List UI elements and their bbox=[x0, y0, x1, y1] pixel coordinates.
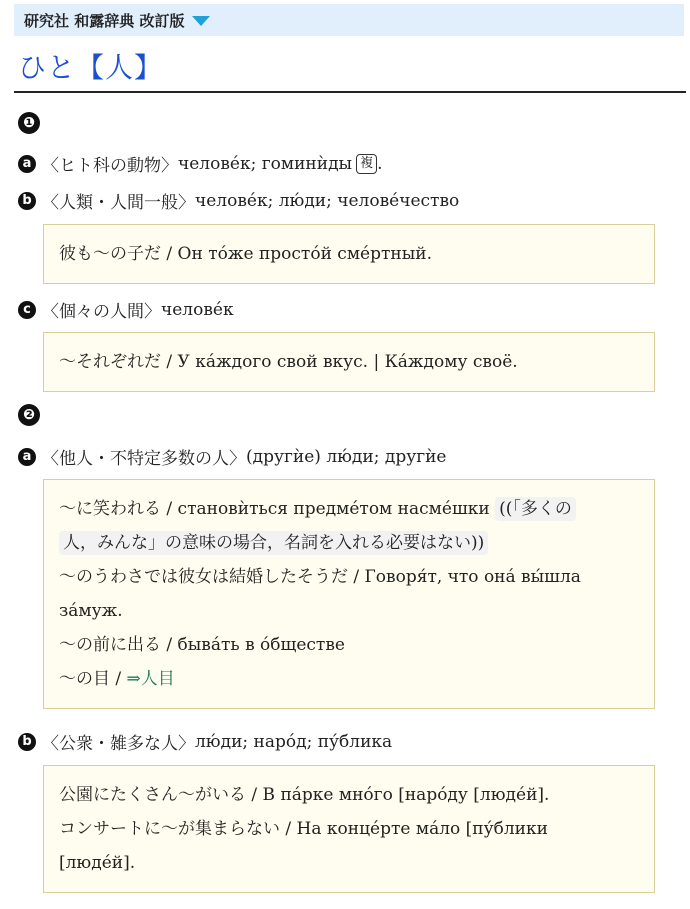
example-line: 〜それぞれだ / У кáждого свой вкус. | Кáждому своё. bbox=[59, 352, 518, 372]
example-jp: 〜のうわさでは彼女は結婚したそうだ bbox=[59, 567, 348, 587]
example-line bbox=[59, 594, 639, 628]
subsense-translation: человéк bbox=[161, 299, 234, 320]
subsense-1a bbox=[18, 151, 383, 176]
usage-note: ((「多くの bbox=[495, 497, 576, 521]
subsense-label: 〈他人・不特定多数の人〉 bbox=[42, 449, 246, 469]
subsense-translation: (другѝе) лю́ди; другѝе bbox=[246, 446, 447, 467]
sense-number: ❶ bbox=[18, 112, 40, 134]
plural-tag: 複 bbox=[356, 154, 377, 174]
subsense-label: 〈人類・人間一般〉 bbox=[42, 193, 195, 213]
subsense-1b bbox=[18, 188, 459, 213]
example-line: 〜に笑われる / становѝться предмéтом насмéшки ((「多くの bbox=[59, 492, 639, 526]
example-box bbox=[43, 332, 655, 392]
example-line: 〜のうわさでは彼女は結婚したそうだ / Говоря́т, что онá вы́шла bbox=[59, 567, 581, 587]
subsense-letter: b bbox=[18, 192, 36, 210]
headword: ひと【人】 bbox=[18, 51, 164, 84]
subsense-letter: c bbox=[18, 301, 36, 319]
example-jp: 公園にたくさん〜がいる bbox=[59, 785, 246, 805]
dropdown-caret-icon[interactable] bbox=[192, 16, 210, 26]
example-jp: 〜に笑われる bbox=[59, 499, 161, 519]
example-ru: На концéрте мáло [пу́блики bbox=[296, 819, 548, 839]
subsense-letter: a bbox=[18, 448, 36, 466]
example-ru: Говоря́т, что онá вы́шла bbox=[364, 567, 581, 587]
subsense-label: 〈個々の人間〉 bbox=[42, 302, 161, 322]
example-ru: В пáрке мнóго [нарóду [людéй]. bbox=[262, 785, 550, 805]
example-line bbox=[59, 846, 639, 880]
dictionary-header[interactable] bbox=[14, 4, 684, 36]
example-jp: 〜の前に出る bbox=[59, 635, 161, 655]
example-ru: У кáждого свой вкус. | Кáждому своё. bbox=[177, 352, 518, 372]
example-box bbox=[43, 224, 655, 284]
example-box bbox=[43, 479, 655, 709]
subsense-translation: человéк; лю́ди; человéчество bbox=[195, 190, 460, 211]
example-ru: бывáть в óбществе bbox=[177, 635, 345, 655]
subsense-label: 〈公衆・雑多な人〉 bbox=[42, 734, 195, 754]
dictionary-title: 研究社 和露辞典 改訂版 bbox=[24, 11, 185, 30]
divider bbox=[14, 91, 686, 93]
cross-reference-link[interactable]: ⇒人目 bbox=[126, 669, 175, 689]
subsense-2b bbox=[18, 729, 392, 754]
sense-number: ❷ bbox=[18, 404, 40, 426]
subsense-1c bbox=[18, 297, 234, 322]
subsense-tail: . bbox=[377, 153, 383, 174]
example-line: 〜の前に出る / бывáть в óбществе bbox=[59, 635, 345, 655]
subsense-letter: a bbox=[18, 155, 36, 173]
example-ru: становѝться предмéтом насмéшки bbox=[177, 499, 490, 519]
subsense-label: 〈ヒト科の動物〉 bbox=[42, 156, 178, 176]
example-line: 彼も〜の子だ / Он тóже простóй смéртный. bbox=[59, 244, 432, 264]
example-jp: 〜の目 bbox=[59, 669, 110, 689]
example-jp: 彼も〜の子だ bbox=[59, 244, 161, 264]
example-ru: [людéй]. bbox=[59, 853, 136, 873]
example-ru: зáмуж. bbox=[59, 601, 123, 621]
usage-note: 人，みんな」の意味の場合，名詞を入れる必要はない)) bbox=[59, 531, 488, 555]
subsense-2a bbox=[18, 444, 447, 469]
example-line bbox=[59, 526, 639, 560]
subsense-letter: b bbox=[18, 733, 36, 751]
example-box bbox=[43, 765, 655, 893]
example-line: 公園にたくさん〜がいる / В пáрке мнóго [нарóду [людéй]. bbox=[59, 785, 550, 805]
example-line: 〜の目 / ⇒人目 bbox=[59, 669, 175, 689]
example-jp: コンサートに〜が集まらない bbox=[59, 819, 280, 839]
subsense-translation: человéк; гоминѝды bbox=[178, 153, 353, 174]
example-line: コンサートに〜が集まらない / На концéрте мáло [пу́блики bbox=[59, 819, 548, 839]
subsense-translation: лю́ди; нарóд; пу́блика bbox=[195, 731, 393, 752]
example-ru: Он тóже простóй смéртный. bbox=[177, 244, 432, 264]
example-jp: 〜それぞれだ bbox=[59, 352, 161, 372]
